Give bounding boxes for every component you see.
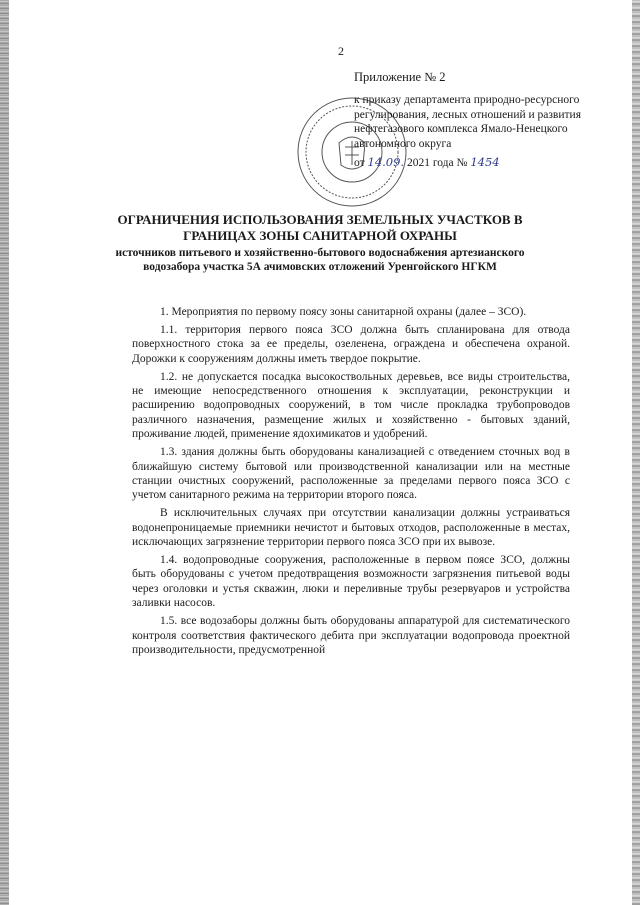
annex-date-line [354,155,604,169]
document-title-block [100,212,540,274]
handwritten-date: 14.09. [367,155,405,169]
paragraph-1-1: 1.1. территория первого пояса ЗСО должна быть спланирована для отвода поверхностного стока за ее пределы, озеленена, ограждена и обеспечена охраной. Дорожки к сооружениям должны иметь твердое покрытие. [132,323,570,365]
document-title: ОГРАНИЧЕНИЯ ИСПОЛЬЗОВАНИЯ ЗЕМЕЛЬНЫХ УЧАСТКОВ В ГРАНИЦАХ ЗОНЫ САНИТАРНОЙ ОХРАНЫ [117,212,523,243]
paragraph-1-5: 1.5. все водозаборы должны быть оборудованы аппаратурой для систематического контроля соответствия фактического дебита при эксплуатации водопровода проектной производительности, предусмотренной [132,615,570,656]
scan-edge-left [0,0,9,905]
paragraph-1-2: 1.2. не допускается посадка высокоствольных деревьев, все виды строительства, не имеющие непосредственного отношения к эксплуатации, реконструкции и расширению водопроводных сооружений, в том числе прокладка трубопроводов различного назначения, размещение жилых и хозяйственно - бытовых зданий, проживание людей, применение ядохимикатов и удобрений. [132,370,570,441]
year-number-label: 2021 года № [406,157,468,169]
handwritten-order-number: 1454 [470,155,500,169]
page-number: 2 [338,44,344,58]
scan-edge-right [632,0,640,905]
date-prefix: от [354,157,365,169]
paragraph-1-4: 1.4. водопроводные сооружения, расположенные в первом поясе ЗСО, должны быть оборудованы с учетом предотвращения возможности загрязнения питьевой воды через оголовки и устья скважин, люки и переливные трубы резервуаров и устройства заливки насосов. [132,554,570,610]
annex-order-reference: к приказу департамента природно-ресурсного регулирования, лесных отношений и развития нефтегазового комплекса Ямало-Ненецкого автономного округа [354,94,581,150]
paragraph-1: 1. Мероприятия по первому поясу зоны санитарной охраны (далее – ЗСО). [160,306,527,318]
paragraph-exceptional-cases: В исключительных случаях при отсутствии канализации должны устраиваться водонепроницаемые приемники нечистот и бытовых отходов, расположенные в местах, исключающих загрязнение территории первого пояса ЗСО при их вывозе. [132,507,570,549]
document-body [132,305,570,661]
document-subtitle: источников питьевого и хозяйственно-бытового водоснабжения артезианского водозабора участка 5А ачимовских отложений Уренгойского НГКМ [115,247,525,273]
annex-title: Приложение № 2 [354,70,446,84]
paragraph-1-3: 1.3. здания должны быть оборудованы канализацией с отведением сточных вод в ближайшую систему бытовой или производственной канализации или на местные станции очистных сооружений, расположенные за пределами первого пояса ЗСО с учетом санитарного режима на территории второго пояса. [132,446,570,502]
